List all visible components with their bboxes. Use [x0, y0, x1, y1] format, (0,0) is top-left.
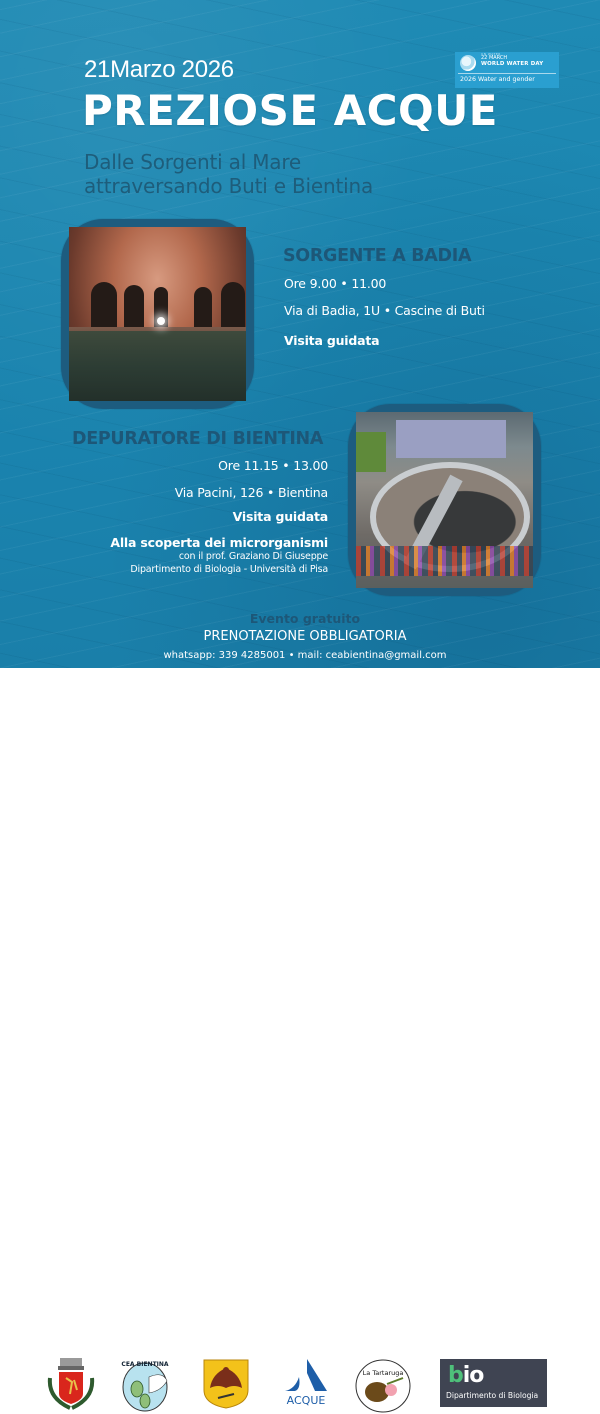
la-tartaruga-logo-icon	[355, 1358, 411, 1414]
event-1-title: SORGENTE A BADIA	[283, 246, 472, 266]
badge-un-label: UN WATER	[481, 52, 501, 56]
event-1-time: Ore 9.00 • 11.00	[284, 276, 387, 291]
acque-logo-icon	[281, 1359, 331, 1407]
comune-bientina-crest-icon	[200, 1356, 252, 1410]
cea-bientina-logo-icon	[121, 1357, 169, 1413]
comune-buti-crest-icon	[46, 1358, 96, 1410]
event-2-extra-title: Alla scoperta dei microrganismi	[110, 535, 328, 550]
badge-title: WORLD WATER DAY	[481, 61, 544, 67]
badge-theme: 2026 Water and gender	[460, 76, 535, 83]
event-2-address: Via Pacini, 126 • Bientina	[174, 485, 328, 500]
world-water-day-badge	[455, 52, 559, 88]
event-date: 21Marzo 2026	[84, 56, 234, 83]
page-title: PREZIOSE ACQUE	[82, 86, 498, 135]
event-1-address: Via di Badia, 1U • Cascine di Buti	[284, 303, 485, 318]
free-event-label: Evento gratuito	[249, 611, 361, 626]
booking-required: PRENOTAZIONE OBBLIGATORIA	[203, 629, 407, 644]
depuratore-bientina-photo	[348, 404, 541, 596]
subtitle-line-1: Dalle Sorgenti al Mare	[84, 150, 302, 174]
svg-text:CEA BIENTINA: CEA BIENTINA	[121, 1361, 169, 1368]
badge-divider	[458, 73, 556, 74]
event-2-time: Ore 11.15 • 13.00	[218, 458, 328, 473]
event-2-title: DEPURATORE DI BIENTINA	[72, 429, 324, 449]
event-2-department: Dipartimento di Biologia - Università di Pisa	[130, 564, 328, 575]
contact-info: whatsapp: 339 4285001 • mail: ceabientina@gmail.com	[163, 650, 447, 661]
event-2-speaker: con il prof. Graziano Di Giuseppe	[178, 551, 328, 562]
event-1-activity: Visita guidata	[284, 333, 380, 348]
subtitle	[84, 150, 373, 198]
bio-wordmark: bio	[448, 1363, 484, 1388]
dipartimento-biologia-logo	[440, 1359, 547, 1407]
sorgente-badia-photo	[61, 219, 254, 409]
department-name: Dipartimento di Biologia	[446, 1391, 539, 1400]
sponsor-logos	[0, 668, 600, 1407]
badge-date: 22 MARCH	[481, 55, 508, 61]
svg-text:ACQUE: ACQUE	[286, 1394, 326, 1407]
event-2-activity: Visita guidata	[232, 509, 328, 524]
subtitle-line-2: attraversando Buti e Bientina	[84, 174, 374, 198]
globe-icon	[460, 55, 476, 71]
svg-text:La Tartaruga: La Tartaruga	[362, 1369, 404, 1377]
event-poster	[0, 0, 600, 668]
